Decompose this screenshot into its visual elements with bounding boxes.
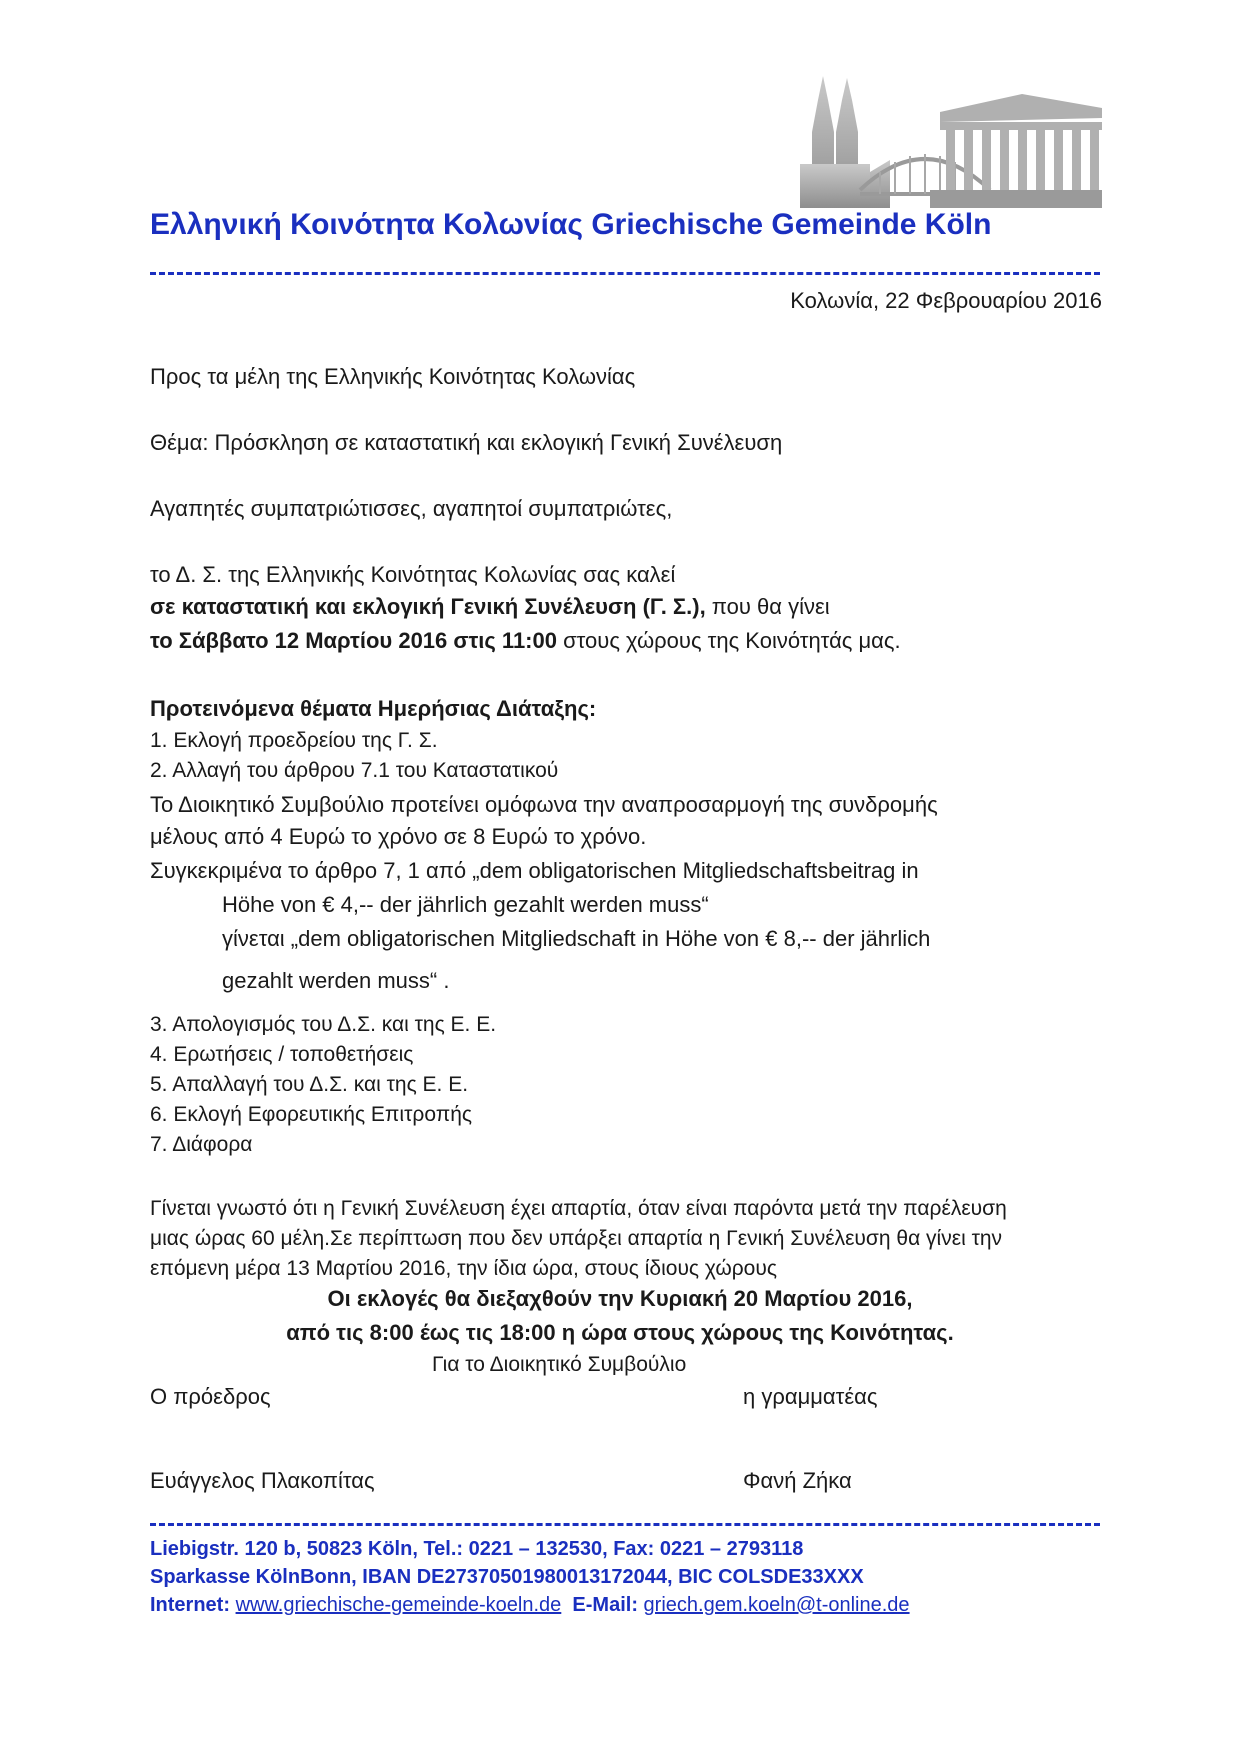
secretary-name: Φανή Ζήκα — [743, 1468, 852, 1493]
quorum-line-2: μιας ώρας 60 μέλη.Σε περίπτωση που δεν υπάρξει απαρτία η Γενική Συνέλευση θα γίνει την — [150, 1227, 1003, 1250]
agenda-item-2-desc-5: γίνεται „dem obligatorischen Mitgliedschaft in Höhe von € 8,-- der jährlich — [222, 926, 931, 951]
agenda-item-2-desc-6: gezahlt werden muss“ . — [222, 968, 450, 993]
website-link[interactable]: www.griechische-gemeinde-koeln.de — [235, 1594, 562, 1616]
footer-contact — [150, 1594, 910, 1617]
letterhead-title: Ελληνική Κοινότητα Κολωνίας Griechische Gemeinde Köln — [150, 208, 992, 241]
intro-line-2 — [150, 592, 830, 622]
agenda-item-7: 7. Διάφορα — [150, 1133, 253, 1156]
intro-line-1: το Δ. Σ. της Ελληνικής Κοινότητας Κολωνίας σας καλεί — [150, 562, 676, 587]
agenda-item-4: 4. Ερωτήσεις / τοποθετήσεις — [150, 1043, 414, 1066]
agenda-item-2-desc-4: Höhe von € 4,-- der jährlich gezahlt werden muss“ — [222, 892, 709, 917]
board-signature-line: Για το Διοικητικό Συμβούλιο — [432, 1353, 687, 1376]
president-title: Ο πρόεδρος — [150, 1384, 271, 1409]
agenda-item-2: 2. Αλλαγή του άρθρου 7.1 του Καταστατικού — [150, 759, 559, 782]
intro-line-3-rest: στους χώρους της Κοινότητάς μας. — [556, 628, 901, 653]
footer-divider — [150, 1523, 1100, 1526]
agenda-item-1: 1. Εκλογή προεδρείου της Γ. Σ. — [150, 729, 438, 752]
quorum-line-3: επόμενη μέρα 13 Μαρτίου 2016, την ίδια ώρα, στους ίδιους χώρους — [150, 1257, 777, 1280]
footer-address: Liebigstr. 120 b, 50823 Köln, Tel.: 0221 – 132530, Fax: 0221 – 2793118 — [150, 1538, 804, 1560]
agenda-item-3: 3. Απολογισμός του Δ.Σ. και της Ε. Ε. — [150, 1013, 497, 1036]
agenda-item-2-desc-2: μέλους από 4 Ευρώ το χρόνο σε 8 Ευρώ το χρόνο. — [150, 824, 647, 849]
subject-line: Θέμα: Πρόσκληση σε καταστατική και εκλογική Γενική Συνέλευση — [150, 430, 783, 455]
letter-date: Κολωνία, 22 Φεβρουαρίου 2016 — [790, 288, 1102, 313]
community-logo-icon — [790, 72, 1102, 208]
intro-line-2-bold: σε καταστατική και εκλογική Γενική Συνέλευση (Γ. Σ.), — [150, 594, 706, 619]
elections-line-2: από τις 8:00 έως τις 18:00 η ώρα στους χώρους της Κοινότητας. — [286, 1320, 954, 1345]
email-link[interactable]: griech.gem.koeln@t-online.de — [643, 1594, 910, 1616]
footer-bank: Sparkasse KölnBonn, IBAN DE27370501980013172044, BIC COLSDE33XXX — [150, 1566, 864, 1588]
president-name: Ευάγγελος Πλακοπίτας — [150, 1468, 375, 1493]
elections-line-1: Οι εκλογές θα διεξαχθούν την Κυριακή 20 Μαρτίου 2016, — [327, 1286, 913, 1311]
internet-label: Internet: — [150, 1594, 230, 1616]
quorum-line-1: Γίνεται γνωστό ότι η Γενική Συνέλευση έχει απαρτία, όταν είναι παρόντα μετά την παρέλευση — [150, 1197, 1007, 1220]
agenda-item-2-desc-1: Το Διοικητικό Συμβούλιο προτείνει ομόφωνα την αναπροσαρμογή της συνδρομής — [150, 792, 938, 817]
email-label: E-Mail: — [572, 1594, 638, 1616]
agenda-item-2-desc-3: Συγκεκριμένα το άρθρο 7, 1 από „dem obligatorischen Mitgliedschaftsbeitrag in — [150, 858, 919, 883]
greeting-line: Αγαπητές συμπατριώτισσες, αγαπητοί συμπατριώτες, — [150, 496, 673, 521]
intro-line-2-rest: που θα γίνει — [705, 594, 830, 619]
secretary-title: η γραμματέας — [743, 1384, 878, 1409]
header-divider — [150, 272, 1100, 275]
agenda-item-5: 5. Απαλλαγή του Δ.Σ. και της Ε. Ε. — [150, 1073, 469, 1096]
agenda-item-6: 6. Εκλογή Εφορευτικής Επιτροπής — [150, 1103, 472, 1126]
recipients-line: Προς τα μέλη της Ελληνικής Κοινότητας Κολωνίας — [150, 364, 636, 389]
intro-line-3-bold: το Σάββατο 12 Μαρτίου 2016 στις 11:00 — [150, 628, 557, 653]
intro-line-3 — [150, 626, 901, 656]
agenda-heading: Προτεινόμενα θέματα Ημερήσιας Διάταξης: — [150, 696, 597, 721]
